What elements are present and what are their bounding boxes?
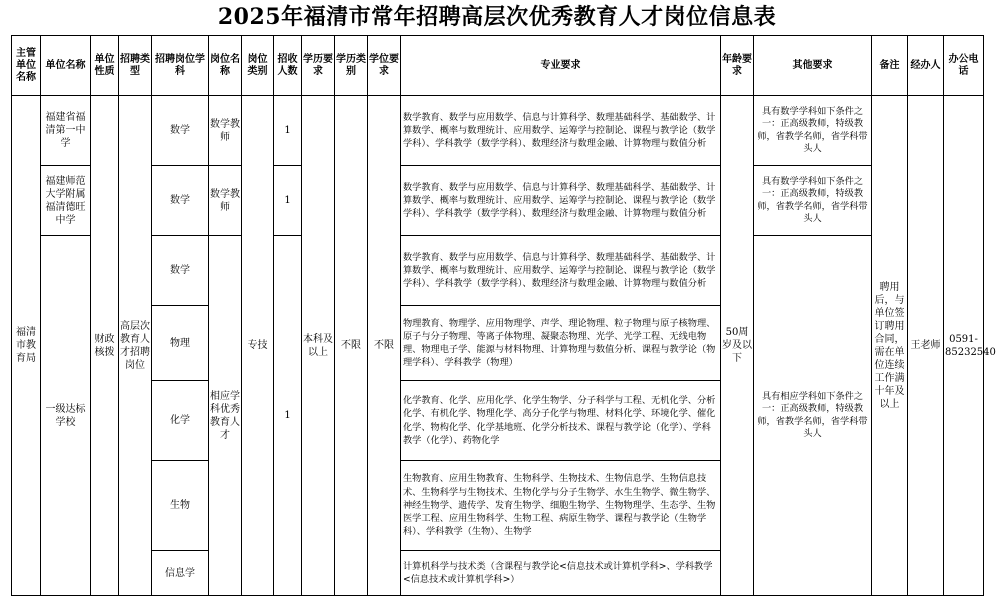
subject-cell: 数学 — [152, 166, 209, 236]
major-cell: 数学教育、数学与应用数学、信息与计算科学、数理基础科学、基础数学、计算数学、概率与数理统计、应用数学、运筹学与控制论、课程与教学论（数学学科）、学科教学（数学学科）、数理经济与数理金融、计算物理与数值分析 — [401, 96, 721, 166]
major-cell: 数学教育、数学与应用数学、信息与计算科学、数理基础科学、基础数学、计算数学、概率与数理统计、应用数学、运筹学与控制论、课程与教学论（数学学科）、学科教学（数学学科）、数理经济与数理金融、计算物理与数值分析 — [401, 236, 721, 306]
subject-cell: 数学 — [152, 236, 209, 306]
major-cell: 数学教育、数学与应用数学、信息与计算科学、数理基础科学、基础数学、计算数学、概率与数理统计、应用数学、运筹学与控制论、课程与教学论（数学学科）、学科教学（数学学科）、数理经济与数理金融、计算物理与数值分析 — [401, 166, 721, 236]
header-recruit-type: 招聘类型 — [119, 36, 152, 96]
major-cell: 物理教育、物理学、应用物理学、声学、理论物理、粒子物理与原子核物理、原子与分子物理、等离子体物理、凝聚态物理、光学、光学工程、无线电物理、物理电子学、能源与材料物理、计算物理与数值分析、课程与教学论（物理学科）、学科教学（物理） — [401, 306, 721, 381]
table-row — [12, 236, 984, 306]
nature-cell: 财政核拨 — [91, 96, 119, 596]
count-cell: 1 — [274, 236, 302, 596]
table-row — [12, 166, 984, 236]
count-cell: 1 — [274, 166, 302, 236]
count-cell: 1 — [274, 96, 302, 166]
table-row — [12, 96, 984, 166]
education-category-cell: 不限 — [335, 96, 368, 596]
positions-table — [11, 35, 996, 596]
header-post-name: 岗位名称 — [209, 36, 242, 96]
header-education-category: 学历类别 — [335, 36, 368, 96]
header-dept: 主管单位名称 — [12, 36, 41, 96]
header-post-category: 岗位类别 — [242, 36, 274, 96]
post-name-cell: 数学教师 — [209, 166, 242, 236]
header-major: 专业要求 — [401, 36, 721, 96]
unit-cell: 福建省福清第一中学 — [41, 96, 91, 166]
remark-cell: 聘用后，与单位签订聘用合同，需在单位连续工作满十年及以上 — [872, 96, 908, 596]
header-remark: 备注 — [872, 36, 908, 96]
education-cell: 本科及以上 — [302, 96, 335, 596]
major-cell: 计算机科学与技术类（含课程与教学论<信息技术或计算机学科>、学科教学<信息技术或计算机学科>） — [401, 551, 721, 596]
major-cell: 化学教育、化学、应用化学、化学生物学、分子科学与工程、无机化学、分析化学、有机化学、物理化学、高分子化学与物理、材料化学、环境化学、催化化学、物构化学、化学基地班、化学分析技术、课程与教学论（化学）、学科教学（化学）、药物化学 — [401, 381, 721, 461]
header-degree: 学位要求 — [368, 36, 401, 96]
subject-cell: 数学 — [152, 96, 209, 166]
header-handler: 经办人 — [908, 36, 944, 96]
unit-cell: 福建师范大学附属福清德旺中学 — [41, 166, 91, 236]
header-age: 年龄要求 — [721, 36, 754, 96]
subject-cell: 化学 — [152, 381, 209, 461]
header-count: 招收人数 — [274, 36, 302, 96]
major-cell: 生物教育、应用生物教育、生物科学、生物技术、生物信息学、生物信息技术、生物科学与生物技术、生物化学与分子生物学、水生生物学、微生物学、神经生物学、遗传学、发育生物学、细胞生物学、生物物理学、生态学、生物医学工程、应用生物科学、生物工程、病原生物学、课程与教学论（生物学科）、学科教学（生物）、生物学 — [401, 461, 721, 551]
dept-cell: 福清市教育局 — [12, 96, 41, 596]
age-cell: 50周岁及以下 — [721, 96, 754, 596]
unit-cell: 一级达标学校 — [41, 236, 91, 596]
post-category-cell: 专技 — [242, 96, 274, 596]
header-subject: 招聘岗位学科 — [152, 36, 209, 96]
header-unit: 单位名称 — [41, 36, 91, 96]
header-education: 学历要求 — [302, 36, 335, 96]
page-title: 2025年福清市常年招聘高层次优秀教育人才岗位信息表 — [217, 4, 777, 30]
header-other: 其他要求 — [754, 36, 872, 96]
header-nature: 单位性质 — [91, 36, 119, 96]
recruit-type-cell: 高层次教育人才招聘岗位 — [119, 96, 152, 596]
subject-cell: 信息学 — [152, 551, 209, 596]
degree-cell: 不限 — [368, 96, 401, 596]
other-requirements-cell: 具有数学学科如下条件之一：正高级教师，特级教师，省教学名师，省学科带头人 — [754, 96, 872, 166]
handler-cell: 王老师 — [908, 96, 944, 596]
other-requirements-cell: 具有相应学科如下条件之一：正高级教师，特级教师，省教学名师，省学科带头人 — [754, 236, 872, 596]
header-row — [12, 36, 984, 96]
post-name-cell: 数学教师 — [209, 96, 242, 166]
other-requirements-cell: 具有数学学科如下条件之一：正高级教师，特级教师，省教学名师，省学科带头人 — [754, 166, 872, 236]
header-phone: 办公电话 — [944, 36, 984, 96]
phone-cell: 0591-85232540 — [944, 96, 984, 596]
post-name-cell: 相应学科优秀教育人才 — [209, 236, 242, 596]
subject-cell: 物理 — [152, 306, 209, 381]
subject-cell: 生物 — [152, 461, 209, 551]
